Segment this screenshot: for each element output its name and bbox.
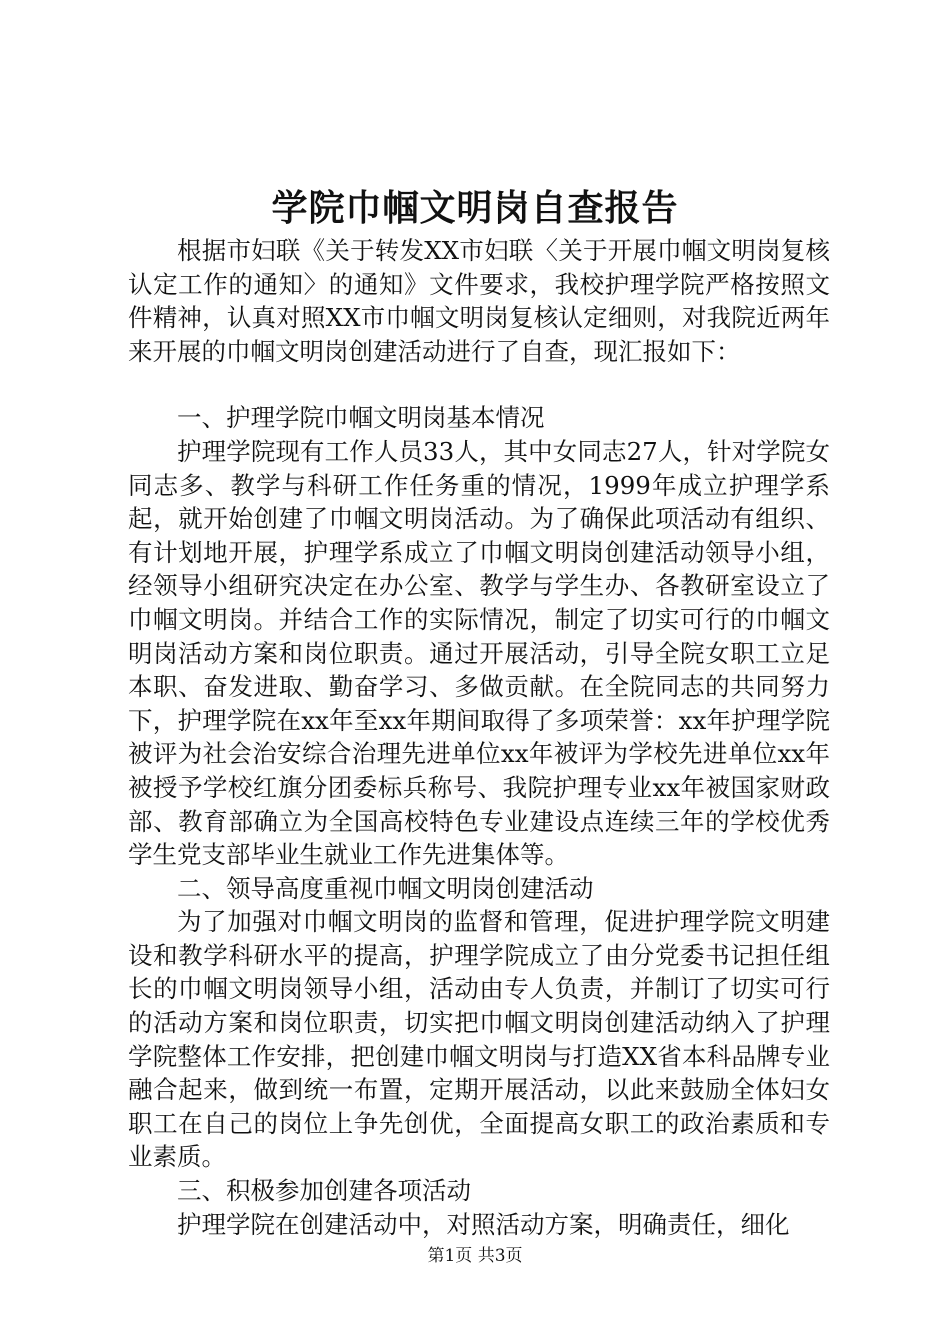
section-2-paragraph: 为了加强对巾帼文明岗的监督和管理，促进护理学院文明建设和教学科研水平的提高，护理学院成立了由分党委书记担任组长的巾帼文明岗领导小组，活动由专人负责，并制订了切实可行的活动方案和岗位职责，切实把巾帼文明岗创建活动纳入了护理学院整体工作安排，把创建巾帼文明岗与打造XX省本科品牌专业融合起来，做到统一布置，定期开展活动，以此来鼓励全体妇女职工在自己的岗位上争先创优，全面提高女职工的政治素质和专业素质。	[128, 907, 830, 1172]
section-1-paragraph: 护理学院现有工作人员33人，其中女同志27人，针对学院女同志多、教学与科研工作任务重的情况，1999年成立护理学系起，就开始创建了巾帼文明岗活动。为了确保此项活动有组织、有计划地开展，护理学系成立了巾帼文明岗创建活动领导小组，经领导小组研究决定在办公室、教学与学生办、各教研室设立了巾帼文明岗。并结合工作的实际情况，制定了切实可行的巾帼文明岗活动方案和岗位职责。通过开展活动，引导全院女职工立足本职、奋发进取、勤奋学习、多做贡献。在全院同志的共同努力下，护理学院在xx年至xx年期间取得了多项荣誉：xx年护理学院被评为社会治安综合治理先进单位xx年被评为学校先进单位xx年被授予学校红旗分团委标兵称号、我院护理专业xx年被国家财政部、教育部确立为全国高校特色专业建设点连续三年的学校优秀学生党支部毕业生就业工作先进集体等。	[128, 436, 830, 870]
section-3-heading: 三、积极参加创建各项活动	[177, 1176, 471, 1206]
section-2-heading: 二、领导高度重视巾帼文明岗创建活动	[177, 873, 594, 903]
section-3-paragraph: 护理学院在创建活动中，对照活动方案，明确责任，细化	[177, 1209, 790, 1239]
page-number-footer: 第1页 共3页	[427, 1246, 523, 1266]
document-body	[128, 234, 830, 1241]
document-title: 学院巾帼文明岗自查报告	[271, 187, 679, 229]
section-1-heading: 一、护理学院巾帼文明岗基本情况	[177, 403, 545, 433]
intro-paragraph: 根据市妇联《关于转发XX市妇联〈关于开展巾帼文明岗复核认定工作的通知〉的通知》文件要求，我校护理学院严格按照文件精神，认真对照XX市巾帼文明岗复核认定细则，对我院近两年来开展的巾帼文明岗创建活动进行了自查，现汇报如下：	[128, 236, 830, 366]
